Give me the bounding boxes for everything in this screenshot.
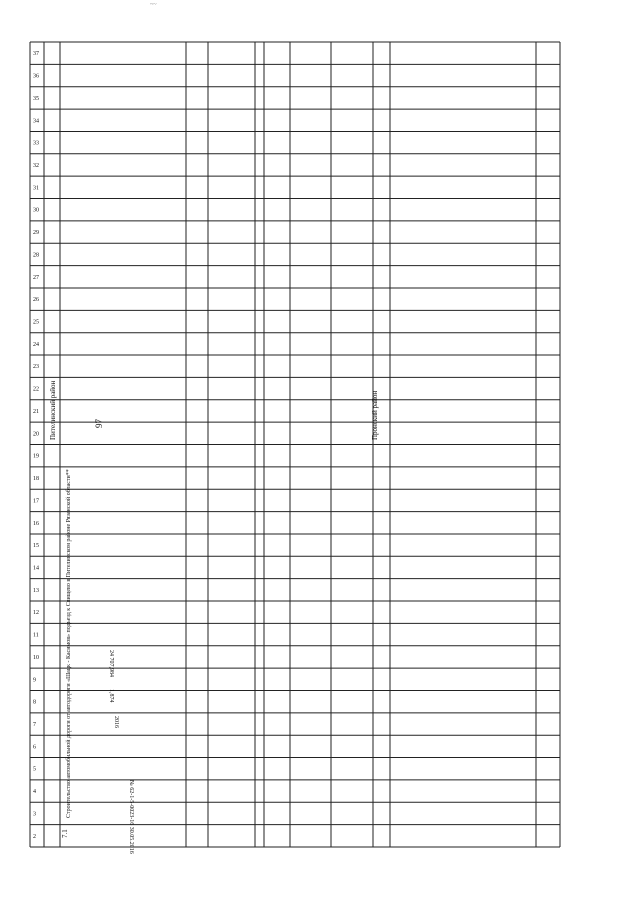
column-number: 24	[33, 341, 39, 348]
column-number: 8	[33, 699, 36, 706]
column-number: 6	[33, 744, 36, 751]
column-headers	[33, 51, 39, 840]
column-number: 7	[33, 722, 36, 729]
section-7-length-text: 1,874	[108, 689, 114, 703]
section-7-contract-text: № 62-1-5-0023-16 30.05.2016	[128, 780, 134, 854]
column-number: 3	[33, 811, 36, 818]
column-number: 4	[33, 789, 36, 796]
row-number-7-1: 7.1	[61, 829, 69, 838]
section-7-cost	[108, 650, 114, 677]
row-lines	[30, 42, 560, 847]
column-number: 20	[33, 431, 39, 438]
scan-mark: ~~	[150, 2, 157, 8]
column-number: 29	[33, 230, 39, 237]
column-number: 16	[33, 520, 39, 527]
column-number: 18	[33, 476, 39, 483]
column-number: 25	[33, 319, 39, 326]
district-2-name: Пронский район	[371, 390, 379, 440]
page-number: 97	[94, 419, 104, 428]
column-number: 2	[33, 833, 36, 840]
column-number: 23	[33, 364, 39, 371]
column-number: 22	[33, 386, 39, 393]
column-number: 14	[33, 565, 39, 572]
district-1-banner	[49, 380, 57, 440]
section-7-length	[108, 689, 114, 703]
section-7-cost-text: 24 707,984	[108, 650, 114, 677]
column-number: 35	[33, 95, 39, 102]
column-number: 32	[33, 162, 39, 169]
section-7-year-text: 2016	[113, 716, 119, 728]
column-number: 21	[33, 408, 39, 415]
column-number: 15	[33, 543, 39, 550]
column-number: 10	[33, 654, 39, 661]
column-number: 5	[33, 766, 36, 773]
column-number: 31	[33, 185, 39, 192]
column-number: 13	[33, 587, 39, 594]
column-number: 34	[33, 118, 39, 125]
column-number: 30	[33, 207, 39, 214]
column-number: 33	[33, 140, 39, 147]
column-number: 19	[33, 453, 39, 460]
section-7-description	[61, 829, 69, 838]
column-number: 11	[33, 632, 39, 639]
column-number: 36	[33, 73, 39, 80]
district-1-name: Пителинский район	[49, 380, 57, 440]
section-7-desc-text: Строительство автомобильной дороги от автодороги «Шацк - Касимов» подъезд к Свищево в Пителинском районе Рязанской области**	[66, 469, 72, 818]
column-number: 9	[33, 677, 36, 684]
column-number: 26	[33, 297, 39, 304]
section-7-title	[65, 469, 72, 818]
section-7-year	[113, 716, 119, 728]
column-number: 27	[33, 274, 39, 281]
column-number: 17	[33, 498, 39, 505]
column-number: 37	[33, 51, 39, 58]
column-number: 12	[33, 610, 39, 617]
district-2-banner	[371, 391, 379, 440]
section-7-contract	[128, 780, 134, 854]
column-number: 28	[33, 252, 39, 259]
